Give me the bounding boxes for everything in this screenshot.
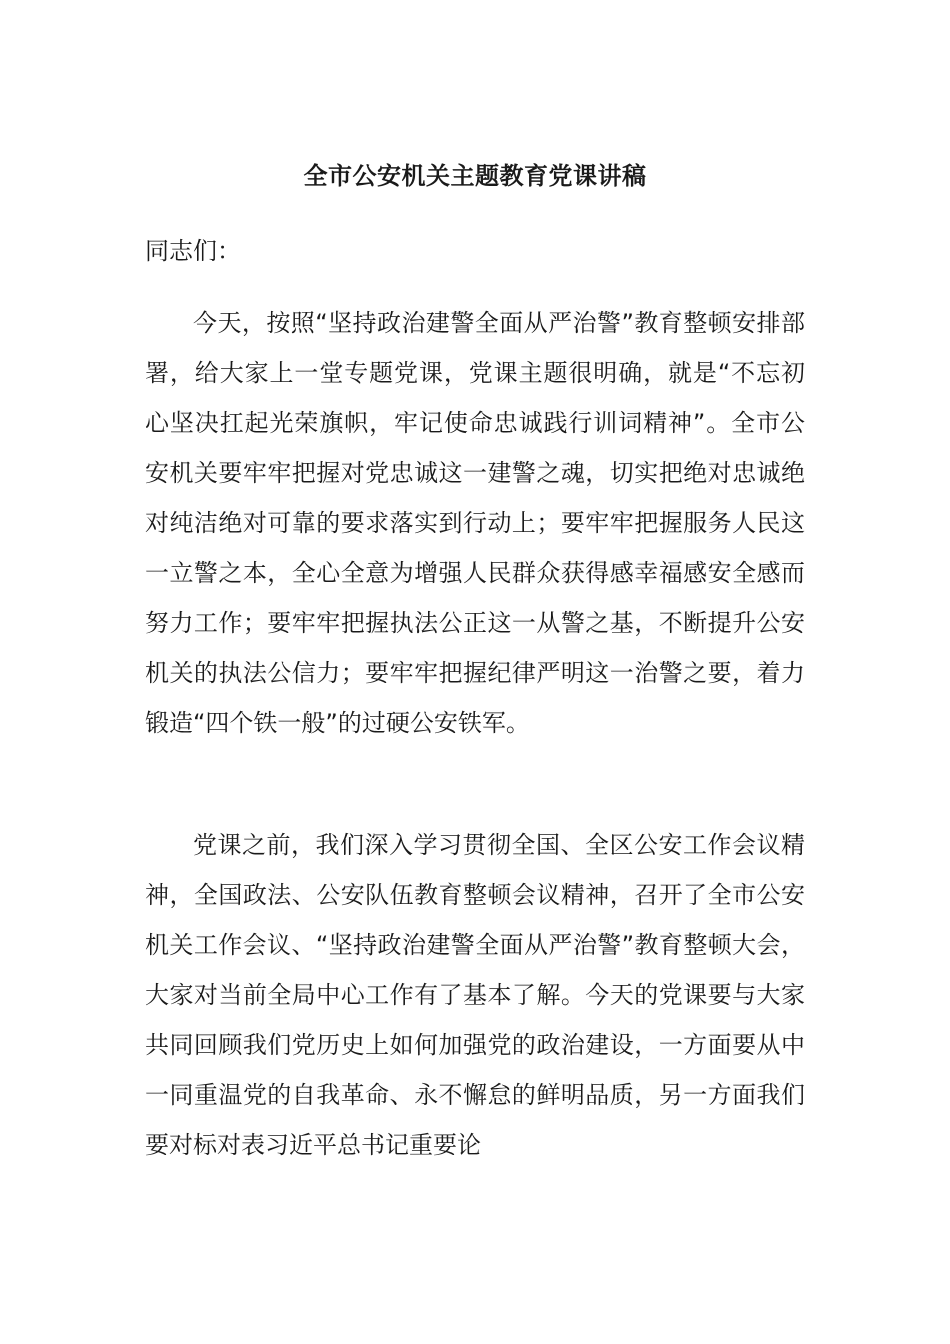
paragraph: 今天，按照“坚持政治建警全面从严治警”教育整顿安排部署，给大家上一堂专题党课，党课主题很明确，就是“不忘初心坚决扛起光荣旗帜，牢记使命忠诚践行训词精神”。全市公安机关要牢牢把握对党忠诚这一建警之魂，切实把绝对忠诚绝对纯洁绝对可靠的要求落实到行动上；要牢牢把握服务人民这一立警之本，全心全意为增强人民群众获得感幸福感安全感而努力工作；要牢牢把握执法公正这一从警之基，不断提升公安机关的执法公信力；要牢牢把握纪律严明这一治警之要，着力锻造“四个铁一般”的过硬公安铁军。 <box>145 309 805 737</box>
paragraph: 党课之前，我们深入学习贯彻全国、全区公安工作会议精神，全国政法、公安队伍教育整顿会议精神，召开了全市公安机关工作会议、“坚持政治建警全面从严治警”教育整顿大会，大家对当前全局中心工作有了基本了解。今天的党课要与大家共同回顾我们党历史上如何加强党的政治建设，一方面要从中一同重温党的自我革命、永不懈怠的鲜明品质，另一方面我们要对标对表习近平总书记重要论 <box>145 831 805 1159</box>
salutation: 同志们： <box>145 237 241 265</box>
document-title: 全市公安机关主题教育党课讲稿 <box>303 162 647 190</box>
